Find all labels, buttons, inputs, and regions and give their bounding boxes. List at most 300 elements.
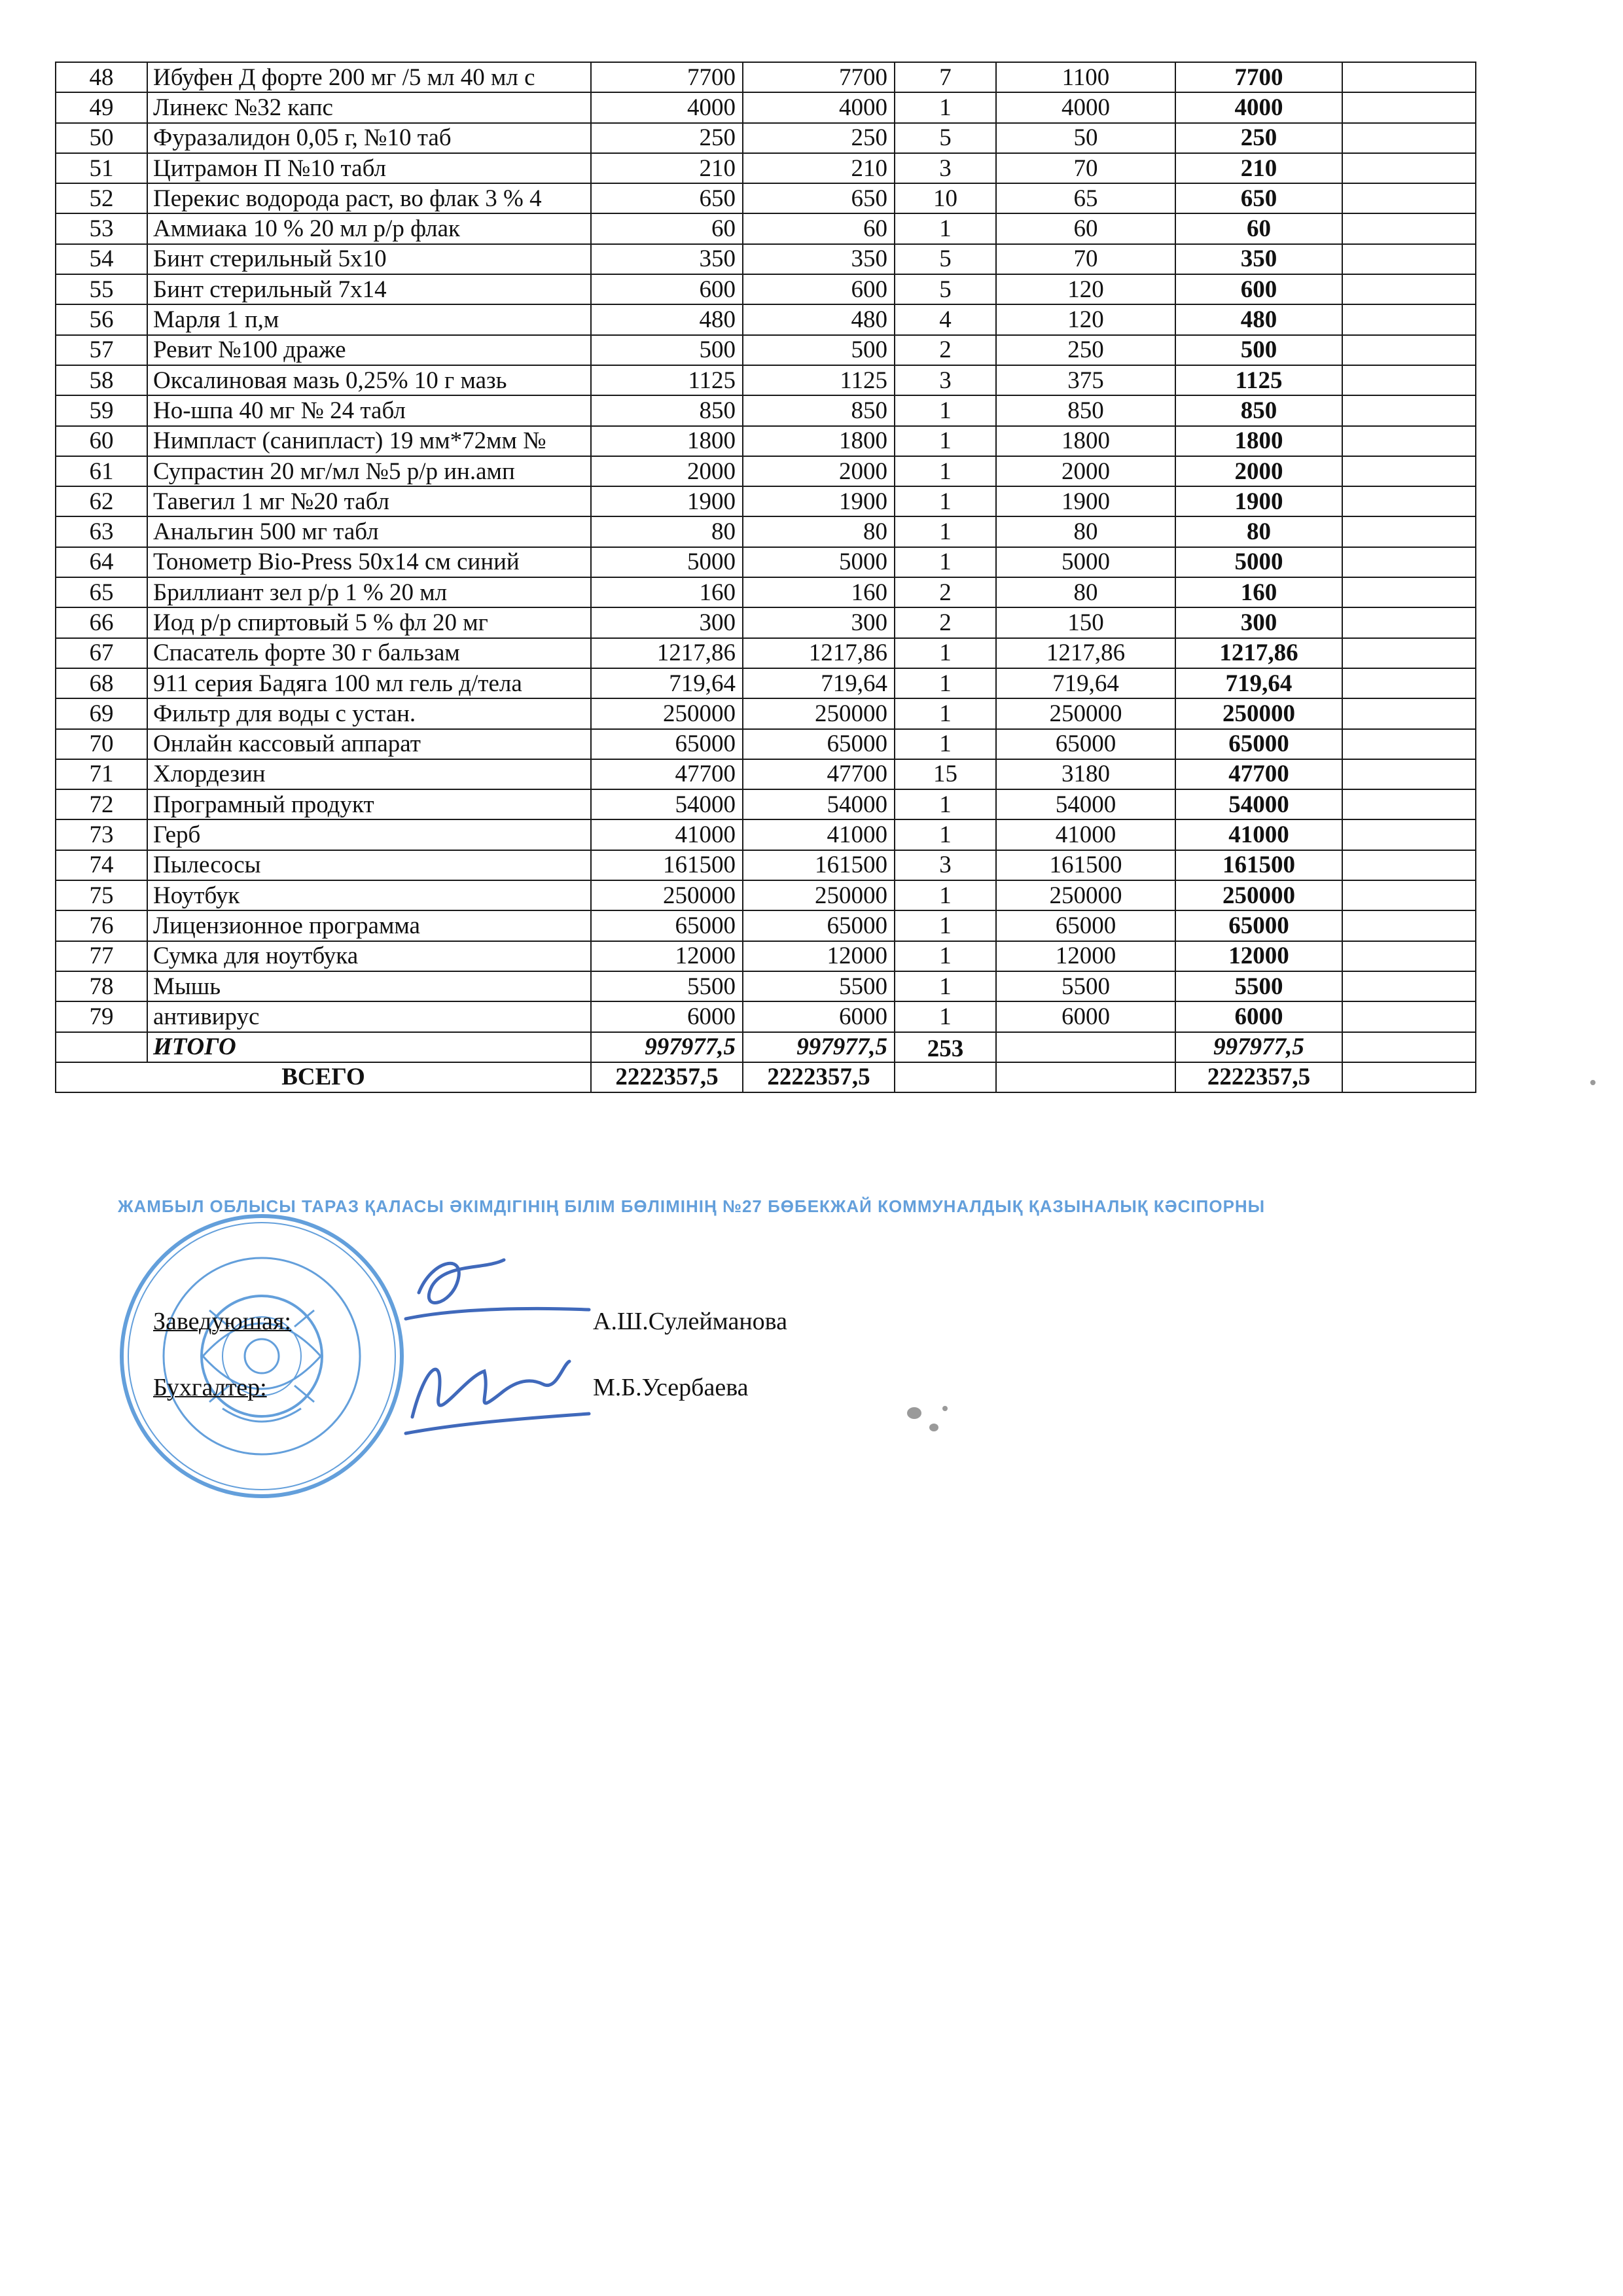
itogo-row: [56, 1032, 1476, 1062]
quantity: 1: [895, 456, 996, 486]
unit-price: 80: [996, 516, 1175, 547]
amount-a: 2000: [591, 456, 743, 486]
table-row: [56, 426, 1476, 456]
total: 4000: [1175, 92, 1342, 122]
amount-b: 60: [743, 213, 895, 243]
unit-price: 1217,86: [996, 638, 1175, 668]
amount-a: 1217,86: [591, 638, 743, 668]
empty-cell: [1342, 759, 1476, 789]
table-row: [56, 638, 1476, 668]
quantity: 1: [895, 729, 996, 759]
quantity: 3: [895, 153, 996, 183]
quantity: 1: [895, 486, 996, 516]
inventory-table: [55, 62, 1476, 1093]
amount-b: 250000: [743, 698, 895, 728]
head-name: А.Ш.Сулейманова: [593, 1308, 787, 1335]
unit-price: 150: [996, 607, 1175, 637]
quantity: 1: [895, 880, 996, 910]
unit-price: 250000: [996, 880, 1175, 910]
table-row: [56, 668, 1476, 698]
unit-price: 41000: [996, 819, 1175, 850]
row-number: 67: [56, 638, 147, 668]
amount-a: 12000: [591, 941, 743, 971]
accountant-name: М.Б.Усербаева: [593, 1374, 749, 1401]
empty-cell: [1342, 638, 1476, 668]
table-row: [56, 92, 1476, 122]
quantity: 7: [895, 62, 996, 92]
itogo-empty-last: [1342, 1032, 1476, 1062]
item-name: Герб: [147, 819, 591, 850]
amount-b: 41000: [743, 819, 895, 850]
total: 5500: [1175, 971, 1342, 1001]
empty-cell: [1342, 880, 1476, 910]
item-name: Лицензионное программа: [147, 910, 591, 941]
amount-b: 6000: [743, 1001, 895, 1031]
quantity: 1: [895, 668, 996, 698]
scan-speck: [929, 1424, 938, 1431]
table-row: [56, 910, 1476, 941]
row-number: 72: [56, 789, 147, 819]
amount-b: 4000: [743, 92, 895, 122]
unit-price: 5000: [996, 547, 1175, 577]
row-number: 59: [56, 395, 147, 425]
table-row: [56, 365, 1476, 395]
item-name: Супрастин 20 мг/мл №5 р/р ин.амп: [147, 456, 591, 486]
amount-a: 65000: [591, 729, 743, 759]
empty-cell: [1342, 274, 1476, 304]
amount-b: 65000: [743, 729, 895, 759]
table-row: [56, 183, 1476, 213]
empty-cell: [1342, 971, 1476, 1001]
amount-b: 300: [743, 607, 895, 637]
item-name: Но-шпа 40 мг № 24 табл: [147, 395, 591, 425]
unit-price: 54000: [996, 789, 1175, 819]
amount-a: 350: [591, 244, 743, 274]
quantity: 3: [895, 365, 996, 395]
table-row: [56, 607, 1476, 637]
item-name: Ибуфен Д форте 200 мг /5 мл 40 мл с: [147, 62, 591, 92]
quantity: 1: [895, 698, 996, 728]
row-number: 50: [56, 123, 147, 153]
empty-cell: [1342, 516, 1476, 547]
amount-a: 250: [591, 123, 743, 153]
amount-a: 7700: [591, 62, 743, 92]
row-number: 61: [56, 456, 147, 486]
table-row: [56, 850, 1476, 880]
total: 850: [1175, 395, 1342, 425]
unit-price: 2000: [996, 456, 1175, 486]
row-number: 69: [56, 698, 147, 728]
empty-cell: [1342, 819, 1476, 850]
quantity: 1: [895, 426, 996, 456]
empty-cell: [1342, 456, 1476, 486]
empty-cell: [1342, 92, 1476, 122]
quantity: 4: [895, 304, 996, 334]
total: 5000: [1175, 547, 1342, 577]
empty-cell: [1342, 547, 1476, 577]
unit-price: 250: [996, 335, 1175, 365]
amount-b: 161500: [743, 850, 895, 880]
unit-price: 719,64: [996, 668, 1175, 698]
table-row: [56, 577, 1476, 607]
row-number: 51: [56, 153, 147, 183]
total: 1125: [1175, 365, 1342, 395]
table-row: [56, 123, 1476, 153]
amount-b: 1900: [743, 486, 895, 516]
empty-cell: [1342, 486, 1476, 516]
item-name: антивирус: [147, 1001, 591, 1031]
itogo-sum: 997977,5: [1175, 1032, 1342, 1062]
quantity: 1: [895, 971, 996, 1001]
row-number: 70: [56, 729, 147, 759]
item-name: Бриллиант зел р/р 1 % 20 мл: [147, 577, 591, 607]
quantity: 1: [895, 516, 996, 547]
amount-a: 4000: [591, 92, 743, 122]
table-row: [56, 304, 1476, 334]
quantity: 1: [895, 638, 996, 668]
amount-b: 1800: [743, 426, 895, 456]
empty-cell: [1342, 426, 1476, 456]
item-name: Фуразалидон 0,05 г, №10 таб: [147, 123, 591, 153]
empty-cell: [1342, 304, 1476, 334]
empty-cell: [1342, 910, 1476, 941]
vsego-empty-price: [996, 1062, 1175, 1092]
itogo-qty: 253: [895, 1032, 996, 1062]
quantity: 1: [895, 547, 996, 577]
total: 600: [1175, 274, 1342, 304]
unit-price: 1100: [996, 62, 1175, 92]
vsego-sum: 2222357,5: [1175, 1062, 1342, 1092]
item-name: 911 серия Бадяга 100 мл гель д/тела: [147, 668, 591, 698]
vsego-row: [56, 1062, 1476, 1092]
item-name: Мышь: [147, 971, 591, 1001]
quantity: 1: [895, 941, 996, 971]
total: 210: [1175, 153, 1342, 183]
itogo-b: 997977,5: [743, 1032, 895, 1062]
quantity: 5: [895, 123, 996, 153]
amount-a: 6000: [591, 1001, 743, 1031]
row-number: 74: [56, 850, 147, 880]
amount-a: 1900: [591, 486, 743, 516]
empty-cell: [1342, 62, 1476, 92]
table-row: [56, 547, 1476, 577]
quantity: 1: [895, 910, 996, 941]
vsego-label: ВСЕГО: [56, 1062, 591, 1092]
table-row: [56, 395, 1476, 425]
table-row: [56, 456, 1476, 486]
quantity: 5: [895, 244, 996, 274]
unit-price: 120: [996, 304, 1175, 334]
total: 2000: [1175, 456, 1342, 486]
unit-price: 65000: [996, 910, 1175, 941]
row-number: 65: [56, 577, 147, 607]
total: 1900: [1175, 486, 1342, 516]
total: 12000: [1175, 941, 1342, 971]
itogo-label: ИТОГО: [147, 1032, 591, 1062]
amount-b: 7700: [743, 62, 895, 92]
unit-price: 1800: [996, 426, 1175, 456]
quantity: 1: [895, 1001, 996, 1031]
quantity: 1: [895, 213, 996, 243]
quantity: 2: [895, 607, 996, 637]
amount-a: 650: [591, 183, 743, 213]
total: 160: [1175, 577, 1342, 607]
empty-cell: [1342, 153, 1476, 183]
table-row: [56, 789, 1476, 819]
total: 41000: [1175, 819, 1342, 850]
table-row: [56, 729, 1476, 759]
unit-price: 65000: [996, 729, 1175, 759]
row-number: 62: [56, 486, 147, 516]
total: 650: [1175, 183, 1342, 213]
row-number: 71: [56, 759, 147, 789]
empty-cell: [1342, 335, 1476, 365]
amount-b: 65000: [743, 910, 895, 941]
total: 47700: [1175, 759, 1342, 789]
total: 7700: [1175, 62, 1342, 92]
row-number: 76: [56, 910, 147, 941]
total: 54000: [1175, 789, 1342, 819]
quantity: 2: [895, 335, 996, 365]
vsego-b: 2222357,5: [743, 1062, 895, 1092]
scan-speck: [942, 1406, 948, 1411]
amount-a: 5000: [591, 547, 743, 577]
row-number: 64: [56, 547, 147, 577]
vsego-empty-last: [1342, 1062, 1476, 1092]
unit-price: 850: [996, 395, 1175, 425]
item-name: Пылесосы: [147, 850, 591, 880]
amount-b: 480: [743, 304, 895, 334]
amount-b: 719,64: [743, 668, 895, 698]
amount-b: 80: [743, 516, 895, 547]
table-row: [56, 486, 1476, 516]
quantity: 3: [895, 850, 996, 880]
amount-a: 500: [591, 335, 743, 365]
handwritten-signatures: [393, 1247, 628, 1450]
empty-cell: [1342, 1001, 1476, 1031]
amount-b: 600: [743, 274, 895, 304]
empty-cell: [1342, 698, 1476, 728]
empty-cell: [1342, 244, 1476, 274]
row-number: 60: [56, 426, 147, 456]
unit-price: 65: [996, 183, 1175, 213]
amount-a: 719,64: [591, 668, 743, 698]
table-row: [56, 698, 1476, 728]
scan-speck: [1590, 1080, 1596, 1085]
table-row: [56, 274, 1476, 304]
table-row: [56, 244, 1476, 274]
vsego-empty-qty: [895, 1062, 996, 1092]
quantity: 1: [895, 92, 996, 122]
row-number: 68: [56, 668, 147, 698]
total: 300: [1175, 607, 1342, 637]
amount-a: 65000: [591, 910, 743, 941]
row-number: 52: [56, 183, 147, 213]
total: 161500: [1175, 850, 1342, 880]
amount-b: 250: [743, 123, 895, 153]
unit-price: 12000: [996, 941, 1175, 971]
total: 480: [1175, 304, 1342, 334]
unit-price: 120: [996, 274, 1175, 304]
quantity: 1: [895, 819, 996, 850]
item-name: Иод р/р спиртовый 5 % фл 20 мг: [147, 607, 591, 637]
quantity: 5: [895, 274, 996, 304]
row-number: 73: [56, 819, 147, 850]
total: 250000: [1175, 880, 1342, 910]
amount-b: 5000: [743, 547, 895, 577]
amount-b: 54000: [743, 789, 895, 819]
amount-b: 350: [743, 244, 895, 274]
row-number: 49: [56, 92, 147, 122]
item-name: Ноутбук: [147, 880, 591, 910]
quantity: 1: [895, 395, 996, 425]
unit-price: 375: [996, 365, 1175, 395]
item-name: Анальгин 500 мг табл: [147, 516, 591, 547]
row-number: 54: [56, 244, 147, 274]
row-number: 78: [56, 971, 147, 1001]
total: 350: [1175, 244, 1342, 274]
head-label: Заведуюшая:: [153, 1308, 291, 1335]
unit-price: 5500: [996, 971, 1175, 1001]
table-row: [56, 941, 1476, 971]
amount-a: 850: [591, 395, 743, 425]
unit-price: 6000: [996, 1001, 1175, 1031]
amount-a: 480: [591, 304, 743, 334]
amount-b: 5500: [743, 971, 895, 1001]
table-row: [56, 153, 1476, 183]
unit-price: 3180: [996, 759, 1175, 789]
total: 500: [1175, 335, 1342, 365]
table-row: [56, 335, 1476, 365]
table-row: [56, 819, 1476, 850]
empty-cell: [1342, 729, 1476, 759]
total: 65000: [1175, 910, 1342, 941]
amount-b: 1125: [743, 365, 895, 395]
item-name: Тонометр Bio-Press 50х14 см синий: [147, 547, 591, 577]
row-number: 56: [56, 304, 147, 334]
total: 250: [1175, 123, 1342, 153]
amount-b: 12000: [743, 941, 895, 971]
empty-cell: [1342, 123, 1476, 153]
empty-cell: [1342, 607, 1476, 637]
unit-price: 250000: [996, 698, 1175, 728]
item-name: Фильтр для воды с устан.: [147, 698, 591, 728]
item-name: Онлайн кассовый аппарат: [147, 729, 591, 759]
amount-a: 41000: [591, 819, 743, 850]
quantity: 15: [895, 759, 996, 789]
amount-b: 160: [743, 577, 895, 607]
accountant-label: Бухгалтер:: [153, 1374, 267, 1401]
row-number: 53: [56, 213, 147, 243]
unit-price: 80: [996, 577, 1175, 607]
vsego-a: 2222357,5: [591, 1062, 743, 1092]
empty-cell: [1342, 213, 1476, 243]
amount-a: 160: [591, 577, 743, 607]
amount-a: 54000: [591, 789, 743, 819]
unit-price: 50: [996, 123, 1175, 153]
amount-a: 161500: [591, 850, 743, 880]
quantity: 10: [895, 183, 996, 213]
item-name: Сумка для ноутбука: [147, 941, 591, 971]
empty-cell: [1342, 668, 1476, 698]
empty-cell: [1342, 941, 1476, 971]
amount-a: 80: [591, 516, 743, 547]
unit-price: 60: [996, 213, 1175, 243]
row-number: 57: [56, 335, 147, 365]
table-row: [56, 62, 1476, 92]
empty-cell: [1342, 789, 1476, 819]
amount-a: 250000: [591, 698, 743, 728]
amount-b: 850: [743, 395, 895, 425]
row-number: 58: [56, 365, 147, 395]
item-name: Програмный продукт: [147, 789, 591, 819]
table-row: [56, 213, 1476, 243]
row-number: 77: [56, 941, 147, 971]
amount-a: 210: [591, 153, 743, 183]
item-name: Ревит №100 драже: [147, 335, 591, 365]
empty-cell: [1342, 850, 1476, 880]
row-number: 79: [56, 1001, 147, 1031]
row-number: 66: [56, 607, 147, 637]
amount-b: 2000: [743, 456, 895, 486]
item-name: Оксалиновая мазь 0,25% 10 г мазь: [147, 365, 591, 395]
item-name: Перекис водорода раст, во флак 3 % 4: [147, 183, 591, 213]
item-name: Нимпласт (санипласт) 19 мм*72мм №: [147, 426, 591, 456]
amount-b: 500: [743, 335, 895, 365]
itogo-empty-num: [56, 1032, 147, 1062]
item-name: Хлордезин: [147, 759, 591, 789]
total: 250000: [1175, 698, 1342, 728]
total: 60: [1175, 213, 1342, 243]
unit-price: 161500: [996, 850, 1175, 880]
total: 1217,86: [1175, 638, 1342, 668]
amount-a: 5500: [591, 971, 743, 1001]
empty-cell: [1342, 577, 1476, 607]
unit-price: 70: [996, 244, 1175, 274]
total: 65000: [1175, 729, 1342, 759]
amount-b: 250000: [743, 880, 895, 910]
amount-b: 650: [743, 183, 895, 213]
total: 1800: [1175, 426, 1342, 456]
table-row: [56, 880, 1476, 910]
amount-a: 60: [591, 213, 743, 243]
quantity: 2: [895, 577, 996, 607]
itogo-a: 997977,5: [591, 1032, 743, 1062]
table-row: [56, 971, 1476, 1001]
empty-cell: [1342, 395, 1476, 425]
item-name: Аммиака 10 % 20 мл р/р флак: [147, 213, 591, 243]
amount-b: 210: [743, 153, 895, 183]
item-name: Линекс №32 капс: [147, 92, 591, 122]
total: 6000: [1175, 1001, 1342, 1031]
amount-a: 47700: [591, 759, 743, 789]
item-name: Тавегил 1 мг №20 табл: [147, 486, 591, 516]
item-name: Бинт стерильный 7х14: [147, 274, 591, 304]
row-number: 63: [56, 516, 147, 547]
total: 719,64: [1175, 668, 1342, 698]
amount-b: 47700: [743, 759, 895, 789]
itogo-empty-price: [996, 1032, 1175, 1062]
stamp-ring-text: ЖАМБЫЛ ОБЛЫСЫ ТАРАЗ ҚАЛАСЫ ӘКІМДІГІНІҢ БІЛІМ БӨЛІМІНІҢ №27 БӨБЕКЖАЙ КОММУНАЛДЫҚ ҚАЗЫНАЛЫҚ КӘСІПОРНЫ: [118, 1196, 1266, 1216]
scan-speck: [907, 1407, 921, 1419]
table-row: [56, 759, 1476, 789]
table-row: [56, 516, 1476, 547]
unit-price: 70: [996, 153, 1175, 183]
empty-cell: [1342, 183, 1476, 213]
amount-a: 300: [591, 607, 743, 637]
row-number: 48: [56, 62, 147, 92]
item-name: Бинт стерильный 5х10: [147, 244, 591, 274]
